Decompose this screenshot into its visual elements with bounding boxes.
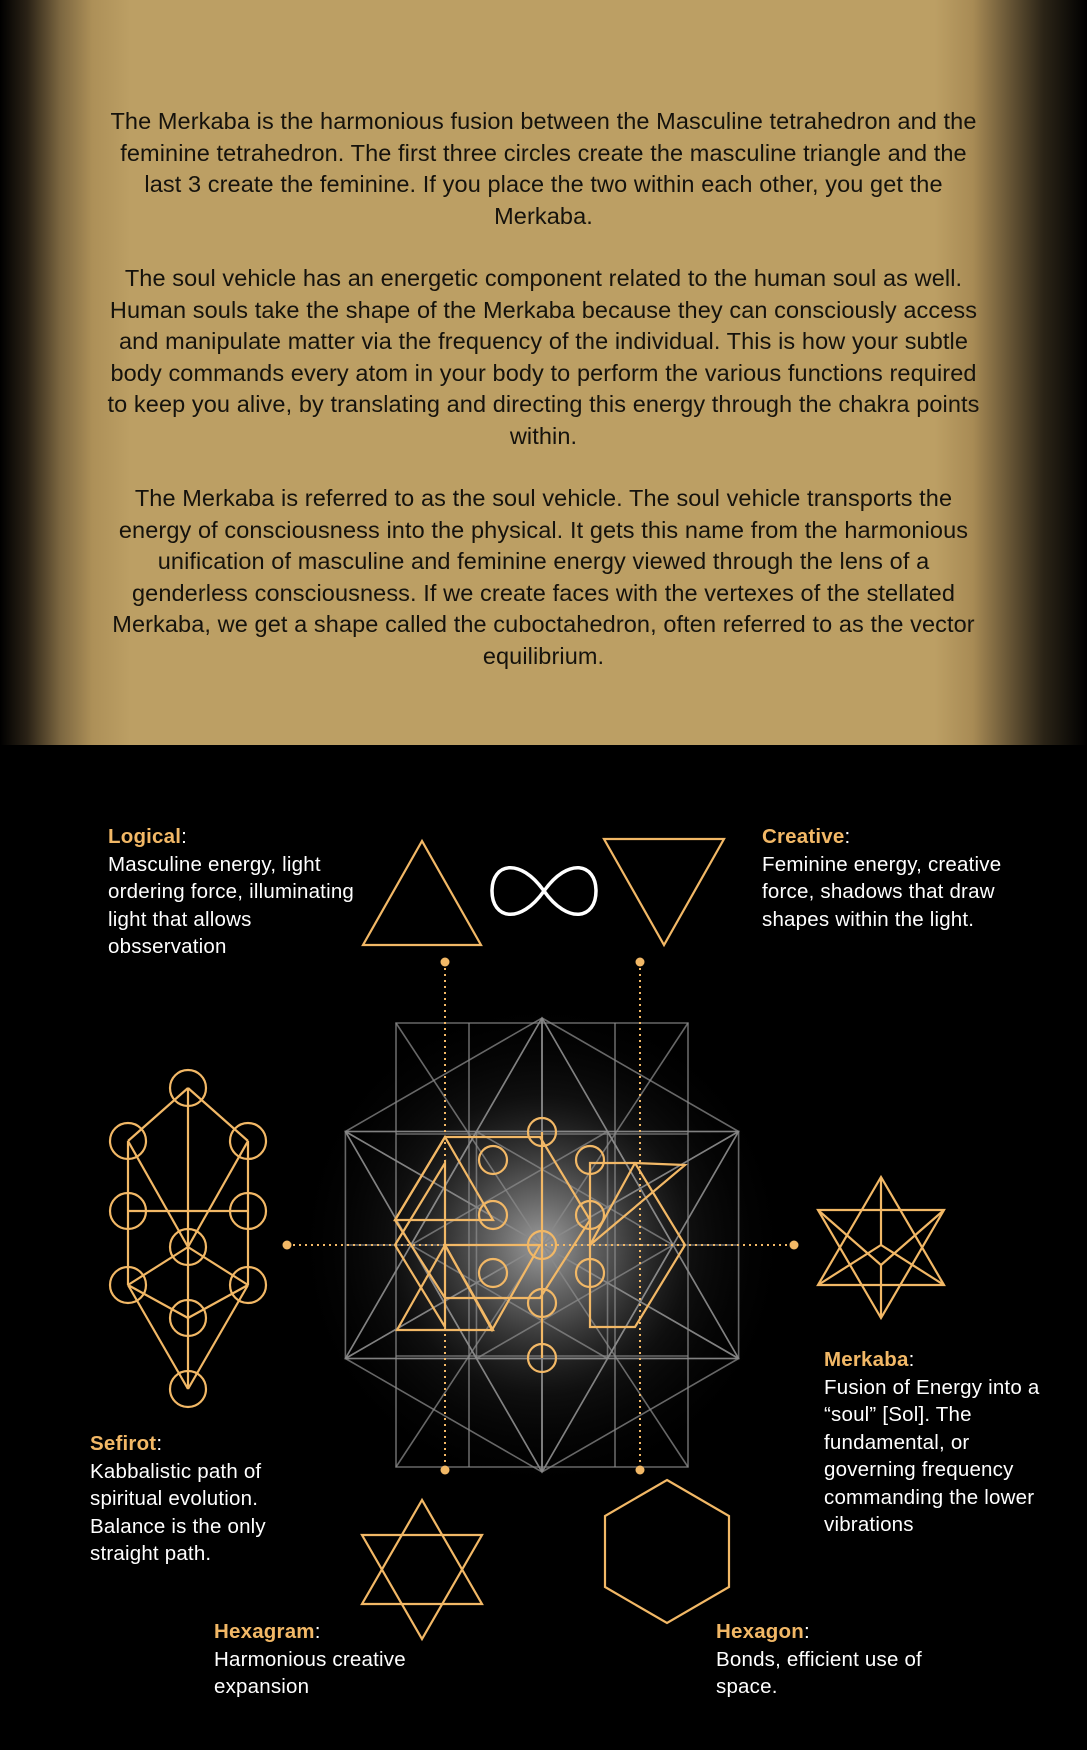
intro-paragraph-1: The Merkaba is the harmonious fusion between the Masculine tetrahedron and the feminine tetrahedron. The first three circles create the masculine triangle and the last 3 create the feminine. If you place the two within each other, you get the Merkaba. — [110, 108, 977, 229]
hexagon-colon: : — [803, 1620, 810, 1643]
tree-path — [128, 1088, 188, 1141]
label-merkaba — [824, 1346, 1054, 1539]
creative-description: Feminine energy, creative force, shadows that draw shapes within the light. — [762, 852, 1002, 931]
tree-of-life-icon — [110, 1070, 266, 1407]
merkaba-colon: : — [908, 1348, 915, 1371]
label-hexagram — [214, 1618, 454, 1701]
tree-path — [188, 1088, 248, 1141]
star-tetra-edge — [818, 1245, 881, 1285]
connector-dot — [790, 1241, 799, 1250]
connector-dot — [636, 1466, 645, 1475]
star-tetra-edge — [881, 1210, 944, 1265]
sefirot-colon: : — [156, 1432, 163, 1455]
star-tetra-edge — [881, 1245, 944, 1285]
hexagon-description: Bonds, efficient use of space. — [716, 1647, 922, 1698]
label-creative — [762, 823, 1012, 933]
connector-dot — [283, 1241, 292, 1250]
triangle-up-icon — [363, 841, 481, 945]
connector-dot — [636, 958, 645, 967]
label-sefirot — [90, 1430, 310, 1568]
hexagram-colon: : — [314, 1620, 321, 1643]
logical-term: Logical — [108, 825, 182, 848]
infinity-icon — [492, 868, 596, 915]
hexagram-term: Hexagram — [214, 1620, 315, 1643]
connector-dot — [441, 958, 450, 967]
star-tetra-edge — [818, 1210, 881, 1265]
label-logical — [108, 823, 358, 961]
merkaba-description: Fusion of Energy into a “soul” [Sol]. The fundamental, or governing frequency commanding the lower vibrations — [824, 1375, 1040, 1536]
logical-description: Masculine energy, light ordering force, illuminating light that allows obsservation — [108, 852, 355, 958]
hexagram-up — [362, 1500, 482, 1604]
tree-path — [188, 1247, 248, 1285]
intro-paragraph-3: The Merkaba is referred to as the soul vehicle. The soul vehicle transports the energy of consciousness into the physical. It gets this name from the harmonious unification of masculine and feminine energy viewed through the lens of a genderless consciousness. If we create faces with the vertexes of the stellated Merkaba, we get a shape called the cuboctahedron, often referred to as the vector equilibrium. — [112, 485, 975, 669]
intro-paragraph-2: The soul vehicle has an energetic component related to the human soul as well. Human souls take the shape of the Merkaba because they can consciously access and manipulate matter via the frequency of the individual. This is how your subtle body commands every atom in your body to perform the various functions required to keep you alive, by translating and directing this energy through the chakra points within. — [107, 265, 980, 449]
sefirot-term: Sefirot — [90, 1432, 157, 1455]
star-tetrahedron-icon — [818, 1177, 944, 1318]
connector-dot — [441, 1466, 450, 1475]
diagram-section — [0, 745, 1087, 1750]
intro-section — [0, 0, 1087, 745]
creative-term: Creative — [762, 825, 845, 848]
tree-path — [128, 1247, 188, 1285]
logical-colon: : — [181, 825, 188, 848]
label-hexagon — [716, 1618, 956, 1701]
hexagon-term: Hexagon — [716, 1620, 804, 1643]
triangle-down-icon — [604, 839, 724, 945]
creative-colon: : — [844, 825, 851, 848]
hexagram-description: Harmonious creative expansion — [214, 1647, 406, 1698]
sefirot-description: Kabbalistic path of spiritual evolution. Balance is the only straight path. — [90, 1459, 266, 1565]
merkaba-term: Merkaba — [824, 1348, 909, 1371]
hexagon-icon — [605, 1480, 729, 1623]
